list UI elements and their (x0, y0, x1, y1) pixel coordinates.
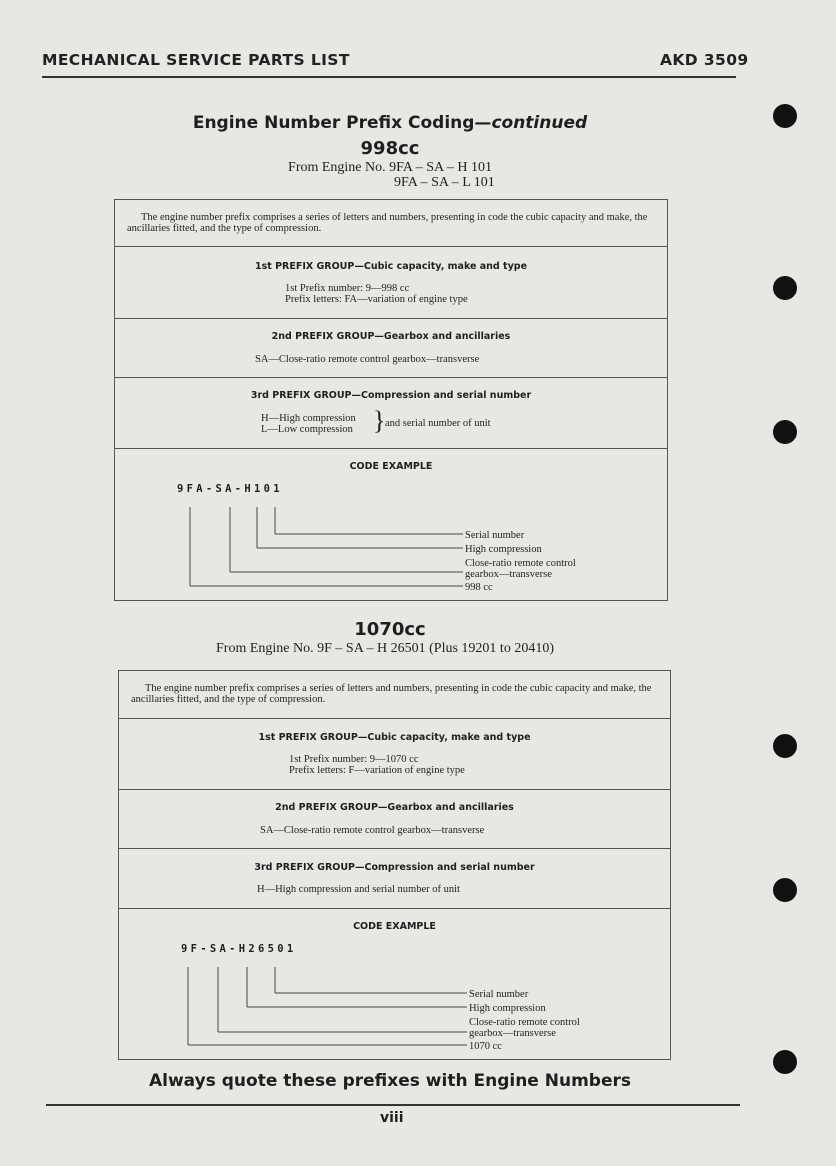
section-1070-group2-line1: SA—Close-ratio remote control gearbox—transverse (260, 825, 485, 836)
section-1070-label-gearbox-1: Close-ratio remote control (469, 1017, 580, 1028)
section-998-heading: 998cc (360, 138, 420, 159)
section-998-group3-brace-text: and serial number of unit (385, 418, 491, 429)
section-1070-code-diagram (119, 671, 670, 1059)
section-998-group1-line1: 1st Prefix number: 9—998 cc (285, 283, 410, 294)
section-1070-group3-title: 3rd PREFIX GROUP—Compression and serial number (254, 862, 535, 873)
running-header-title: MECHANICAL SERVICE PARTS LIST (42, 51, 350, 69)
section-998-example-title: CODE EXAMPLE (349, 461, 433, 472)
section-1070-group1-line1: 1st Prefix number: 9—1070 cc (289, 754, 419, 765)
section-1070-group3-line1: H—High compression and serial number of unit (257, 884, 460, 895)
section-998-box (114, 199, 668, 601)
section-998-label-capacity: 998 cc (465, 582, 493, 593)
binder-hole-2 (773, 276, 797, 300)
section-998-from-line-2: 9FA – SA – L 101 (394, 175, 495, 190)
section-1070-label-gearbox-2: gearbox—transverse (469, 1028, 556, 1039)
section-998-group3-line1: H—High compression (261, 413, 356, 424)
page-title-main: Engine Number Prefix Coding— (192, 113, 492, 133)
binder-hole-4 (773, 734, 797, 758)
section-998-label-gearbox-1: Close-ratio remote control (465, 558, 576, 569)
section-998-example-code: 9FA-SA-H101 (177, 483, 283, 495)
section-1070-from-line-1: From Engine No. 9F – SA – H 26501 (Plus 19201 to 20410) (216, 641, 554, 656)
section-1070-label-compression: High compression (469, 1003, 546, 1014)
binder-hole-5 (773, 878, 797, 902)
binder-hole-1 (773, 104, 797, 128)
section-998-label-gearbox-2: gearbox—transverse (465, 569, 552, 580)
brace-symbol: } (373, 406, 386, 435)
footer-note: Always quote these prefixes with Engine Numbers (148, 1071, 631, 1091)
section-998-group1-title: 1st PREFIX GROUP—Cubic capacity, make and type (254, 261, 528, 272)
section-998-group2-line1: SA—Close-ratio remote control gearbox—transverse (255, 354, 480, 365)
section-1070-box (118, 670, 671, 1060)
section-998-intro: The engine number prefix comprises a series of letters and numbers, presenting in code the cubic capacity and make, the ancillaries fitted, and the type of compression. (127, 212, 648, 234)
page-title (100, 113, 680, 133)
section-998-group3-title: 3rd PREFIX GROUP—Compression and serial number (250, 390, 532, 401)
footer-rule (46, 1104, 740, 1106)
document-code: AKD 3509 (660, 51, 749, 69)
header-rule (42, 76, 736, 78)
section-998-group2-title: 2nd PREFIX GROUP—Gearbox and ancillaries (271, 331, 511, 342)
section-1070-example-code: 9F-SA-H26501 (181, 943, 297, 955)
section-1070-label-capacity: 1070 cc (469, 1041, 502, 1052)
section-998-label-serial: Serial number (465, 530, 525, 541)
page-number: viii (380, 1110, 404, 1126)
section-1070-group1-title: 1st PREFIX GROUP—Cubic capacity, make and type (258, 732, 531, 743)
section-1070-example-title: CODE EXAMPLE (353, 921, 436, 932)
binder-hole-3 (773, 420, 797, 444)
section-1070-label-serial: Serial number (469, 989, 529, 1000)
section-1070-group2-title: 2nd PREFIX GROUP—Gearbox and ancillaries (275, 802, 514, 813)
binder-hole-6 (773, 1050, 797, 1074)
section-998-from-line-1: From Engine No. 9FA – SA – H 101 (288, 160, 492, 175)
section-998-group3-line2: L—Low compression (261, 424, 353, 435)
section-998-code-diagram (115, 200, 667, 600)
section-1070-group1-line2: Prefix letters: F—variation of engine type (289, 765, 465, 776)
page-title-continued: continued (491, 113, 588, 133)
section-998-group1-line2: Prefix letters: FA—variation of engine type (285, 294, 468, 305)
section-998-label-compression: High compression (465, 544, 542, 555)
section-1070-heading: 1070cc (354, 619, 426, 640)
section-1070-intro: The engine number prefix comprises a series of letters and numbers, presenting in code the cubic capacity and make, the ancillaries fitted, and the type of compression. (131, 683, 652, 705)
